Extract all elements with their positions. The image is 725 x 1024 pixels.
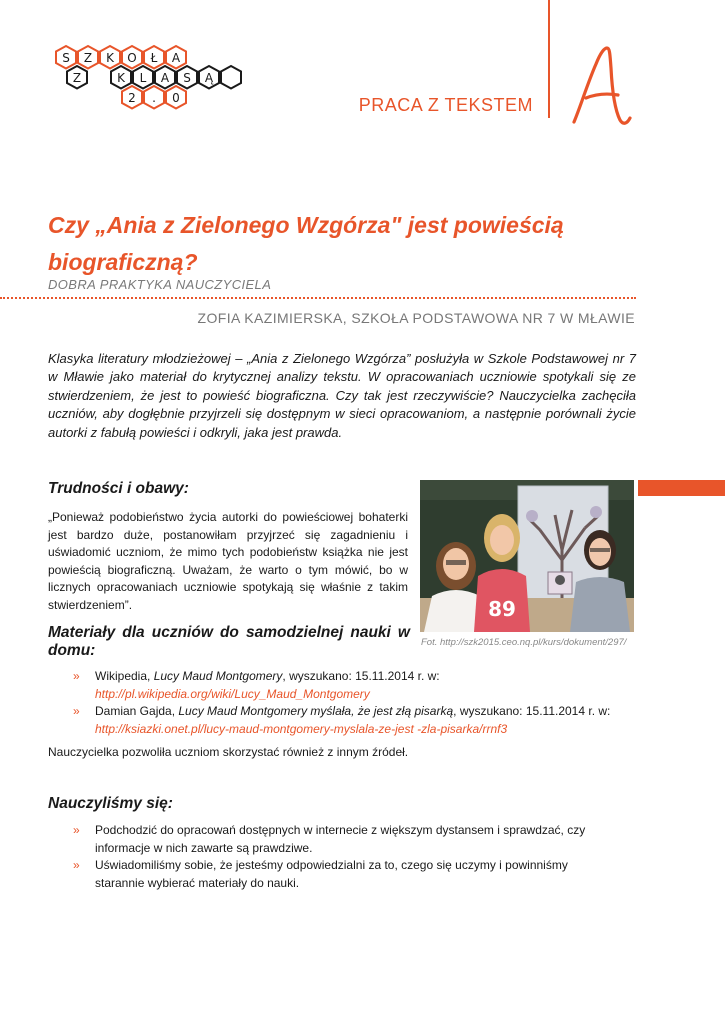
bullet-icon: » [73, 704, 80, 719]
logo-letter: Ł [150, 51, 158, 65]
orange-accent-bar [638, 480, 725, 496]
logo-letter: S [62, 51, 70, 65]
photo-caption: Fot. http://szk2015.ceo.nq.pl/kurs/dokument/297/ [421, 637, 627, 648]
logo-letter: K [106, 51, 114, 65]
logo-hexagons [52, 42, 262, 122]
bullet-icon: » [73, 669, 80, 683]
heading-difficulties: Trudności i obawy: [48, 480, 189, 497]
section-title: PRACA Z TEKSTEM [358, 95, 533, 115]
list-item [48, 822, 618, 857]
source-prefix: Damian Gajda, [95, 704, 179, 719]
logo-letter: Z [83, 51, 93, 65]
bullet-icon: » [73, 823, 80, 837]
article-lead: Klasyka literatury młodzieżowej – „Ania z Zielonego Wzgórza” posłużyła w Szkole Podstawowej nr 7 w Mławie jako materiał do krytycznej analizy tekstu. W opracowaniach uczniowie spotykali się ze stwierdzeniem, że jest to powieść biograficzna. Czy tak jest rzeczywiście? Nauczycielka zachęciła uczniów, aby dogłębnie przyjrzeli się dostępnym w sieci opracowaniom, a następnie porównali życie autorki z fabułą powieści i odkryli, jaka jest prawda. [48, 351, 636, 440]
logo-letter: S [183, 71, 191, 85]
source-link[interactable]: http://pl.wikipedia.org/wiki/Lucy_Maud_Montgomery [95, 686, 370, 701]
materials-note: Nauczycielka pozwoliła uczniom skorzystać również z innym źródeł. [48, 745, 409, 759]
logo-letter: Z [72, 71, 82, 85]
logo-letter: L [139, 71, 147, 85]
article-subtitle: DOBRA PRAKTYKA NAUCZYCIELA [48, 277, 272, 292]
learned-text: Uświadomiliśmy sobie, że jesteśmy odpowiedzialni za to, czego się uczymy i powinniśmy starannie wybierać materiały do nauki. [95, 858, 568, 890]
list-item [48, 857, 618, 892]
list-item [48, 703, 618, 738]
list-item [48, 668, 618, 703]
article-author: ZOFIA KAZIMIERSKA, SZKOŁA PODSTAWOWA NR 7 W MŁAWIE [197, 310, 635, 326]
source-suffix: , wyszukano: 15.11.2014 r. w: [282, 669, 440, 683]
source-title: Lucy Maud Montgomery myślała, że jest złą pisarką [178, 704, 454, 719]
header-divider-line [548, 0, 550, 118]
source-prefix: Wikipedia, [95, 669, 154, 683]
logo-letter: K [117, 71, 125, 85]
article-title: Czy „Ania z Zielonego Wzgórza" jest powieścią biograficzną? [48, 212, 564, 275]
learned-list [48, 822, 618, 892]
difficulties-quote: „Ponieważ podobieństwo życia autorki do powieściowej bohaterki jest bardzo duże, postanowiłam przyjrzeć się zagadnieniu i uświadomić uczniom, że mimo tych podobieństw książka nie jest powieścią biograficzną. Uważam, że warto o tym mówić, bo w licznych opracowaniach uczniowie spotykają się właśnie z takim stwierdzeniem”. [48, 510, 408, 612]
dotted-divider [0, 297, 636, 299]
szkola-z-klasa-logo [52, 42, 262, 122]
materials-list [48, 668, 618, 738]
source-suffix: , wyszukano: 15.11.2014 r. w: [453, 704, 611, 719]
logo-letter: A [171, 51, 181, 65]
bullet-icon: » [73, 858, 80, 873]
heading-materials: Materiały dla uczniów do samodzielnej nauki w domu: [48, 624, 410, 659]
logo-letter: . [152, 91, 156, 105]
logo-letter: 0 [172, 91, 180, 105]
source-link[interactable]: http://ksiazki.onet.pl/lucy-maud-montgomery-myslala-ze-jest -zla-pisarka/rrnf3 [95, 721, 508, 736]
logo-letter: A [160, 71, 170, 85]
shirt-number: 89 [488, 597, 516, 621]
source-title: Lucy Maud Montgomery [153, 669, 283, 683]
heading-learned: Nauczyliśmy się: [48, 795, 173, 812]
logo-letter: 2 [128, 91, 136, 105]
students-photo [420, 480, 634, 632]
logo-letter: Ą [204, 71, 214, 85]
letter-a-icon [566, 38, 636, 128]
learned-text: Podchodzić do opracowań dostępnych w internecie z większym dystansem i sprawdzać, czy informacje w nich zawarte są prawdziwe. [95, 823, 586, 855]
logo-letter: O [127, 51, 137, 65]
